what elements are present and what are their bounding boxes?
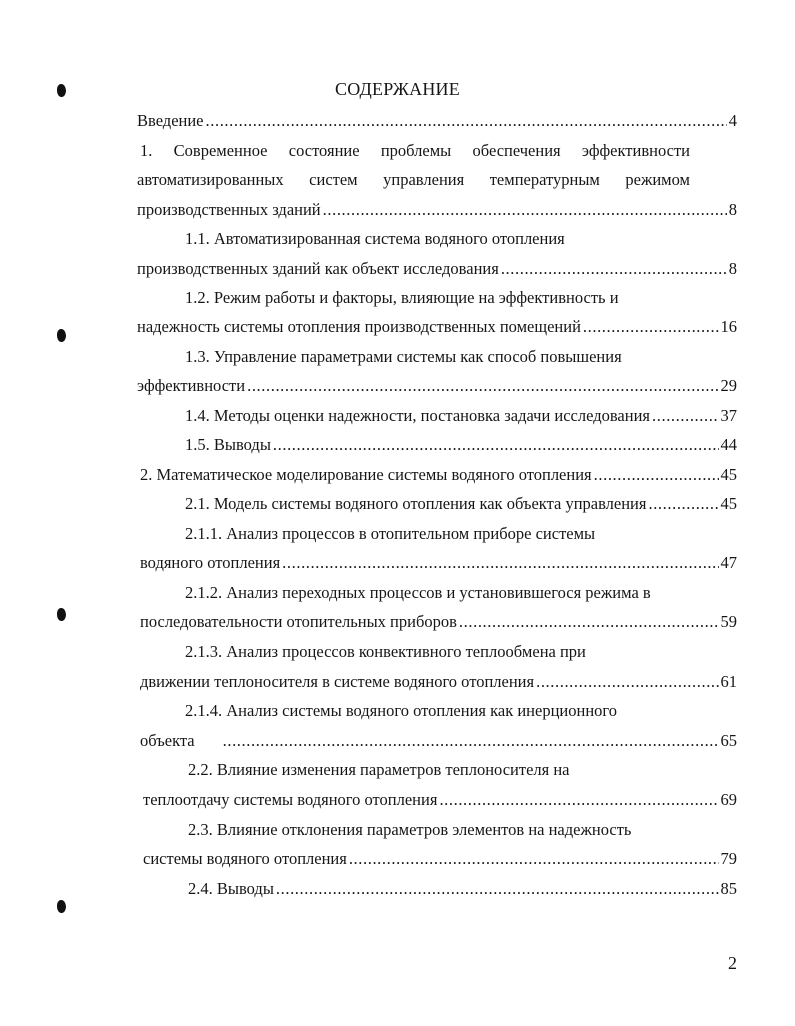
toc-entry-2-1-2 — [140, 612, 737, 632]
toc-entry-2-1-3 — [140, 672, 737, 692]
toc-entry-1-1 — [137, 259, 737, 279]
toc-entry-2-1-2-line1: 2.1.2. Анализ переходных процессов и установившегося режима в — [185, 583, 651, 602]
page-number: 2 — [728, 953, 737, 973]
toc-entry-2-4 — [188, 879, 737, 899]
toc-entry-2-1-1 — [140, 553, 737, 573]
toc-leader-dots — [583, 317, 719, 337]
toc-page-number: 85 — [720, 879, 737, 898]
toc-page-number: 69 — [720, 790, 737, 809]
toc-entry-1-3 — [137, 376, 737, 396]
toc-leader-dots — [648, 494, 718, 514]
toc-leader-dots — [501, 259, 727, 279]
toc-leader-dots — [459, 612, 719, 632]
toc-leader-dots — [206, 111, 727, 131]
toc-leader-dots — [349, 849, 719, 869]
toc-entry-ch1-line2: автоматизированных систем управления температурным режимом — [137, 170, 690, 189]
toc-entry-2-3 — [143, 849, 737, 869]
toc-entry-label: теплоотдачу системы водяного отопления — [143, 790, 438, 809]
toc-entry-1-2 — [137, 317, 737, 337]
toc-entry-ch1 — [137, 200, 737, 220]
toc-page-number: 44 — [720, 435, 737, 454]
toc-entry-2-2-line1: 2.2. Влияние изменения параметров теплоносителя на — [188, 760, 570, 779]
toc-leader-dots — [276, 879, 719, 899]
toc-entry-label: последовательности отопительных приборов — [140, 612, 457, 631]
toc-entry-ch2 — [140, 465, 737, 485]
toc-page-number: 4 — [728, 111, 737, 130]
toc-page-number: 16 — [720, 317, 737, 336]
toc-entry-1-5 — [185, 435, 737, 455]
toc-leader-dots — [652, 406, 718, 426]
toc-entry-ch1-line1: 1. Современное состояние проблемы обеспечения эффективности — [140, 141, 690, 160]
toc-entry-label: Введение — [137, 111, 204, 130]
toc-page-number: 47 — [720, 553, 737, 572]
toc-leader-dots — [282, 553, 718, 573]
toc-leader-dots — [273, 435, 719, 455]
toc-entry-2-1-3-line1: 2.1.3. Анализ процессов конвективного теплообмена при — [185, 642, 586, 661]
toc-entry-label: движении теплоносителя в системе водяного отопления — [140, 672, 535, 691]
toc-entry-label: 1.5. Выводы — [185, 435, 271, 454]
toc-page-number: 45 — [720, 465, 737, 484]
toc-page-number: 8 — [728, 200, 737, 219]
toc-entry-1-3-line1: 1.3. Управление параметрами системы как способ повышения — [185, 347, 622, 366]
toc-leader-dots — [594, 465, 719, 485]
toc-entry-1-4 — [185, 406, 737, 426]
toc-entry-2-1-4-line1: 2.1.4. Анализ системы водяного отопления как инерционного — [185, 701, 618, 720]
toc-leader-dots — [536, 672, 718, 692]
toc-entry-label: надежность системы отопления производственных помещений — [137, 317, 581, 336]
toc-entry-label: 2. Математическое моделирование системы водяного отопления — [140, 465, 592, 484]
toc-entry-label: водяного отопления — [140, 553, 281, 572]
toc-leader-dots — [323, 200, 727, 220]
binder-hole-mark — [57, 329, 66, 342]
toc-leader-dots — [439, 790, 718, 810]
toc-leader-dots — [247, 376, 718, 396]
toc-page-number: 45 — [720, 494, 737, 513]
toc-entry-2-1-1-line1: 2.1.1. Анализ процессов в отопительном приборе системы — [185, 524, 596, 543]
toc-entry-label: производственных зданий — [137, 200, 321, 219]
toc-entry-label: 1.4. Методы оценки надежности, постановка задачи исследования — [185, 406, 651, 425]
toc-entry-1-1-line1: 1.1. Автоматизированная система водяного отопления — [185, 229, 565, 248]
toc-entry-label: системы водяного отопления — [143, 849, 347, 868]
toc-leader-dots — [223, 731, 719, 751]
toc-entry-label: производственных зданий как объект исследования — [137, 259, 499, 278]
toc-page-number: 65 — [720, 731, 737, 750]
toc-entry-2-1 — [185, 494, 737, 514]
toc-page-number: 37 — [720, 406, 737, 425]
toc-entry-label: 2.1. Модель системы водяного отопления как объекта управления — [185, 494, 647, 513]
toc-entry-label: объекта — [140, 731, 195, 750]
toc-entry-label: 2.4. Выводы — [188, 879, 274, 898]
toc-page-number: 61 — [720, 672, 737, 691]
toc-entry-2-3-line1: 2.3. Влияние отклонения параметров элементов на надежность — [188, 820, 632, 839]
binder-hole-mark — [57, 608, 66, 621]
toc-entry-intro — [137, 111, 737, 131]
toc-page-number: 8 — [728, 259, 737, 278]
toc-page-number: 29 — [720, 376, 737, 395]
toc-page-number: 59 — [720, 612, 737, 631]
toc-entry-2-2 — [143, 790, 737, 810]
binder-hole-mark — [57, 900, 66, 913]
toc-entry-label: эффективности — [137, 376, 246, 395]
toc-page-number: 79 — [720, 849, 737, 868]
toc-entry-2-1-4 — [140, 731, 737, 751]
page-title: СОДЕРЖАНИЕ — [335, 79, 460, 99]
toc-entry-1-2-line1: 1.2. Режим работы и факторы, влияющие на эффективность и — [185, 288, 619, 307]
